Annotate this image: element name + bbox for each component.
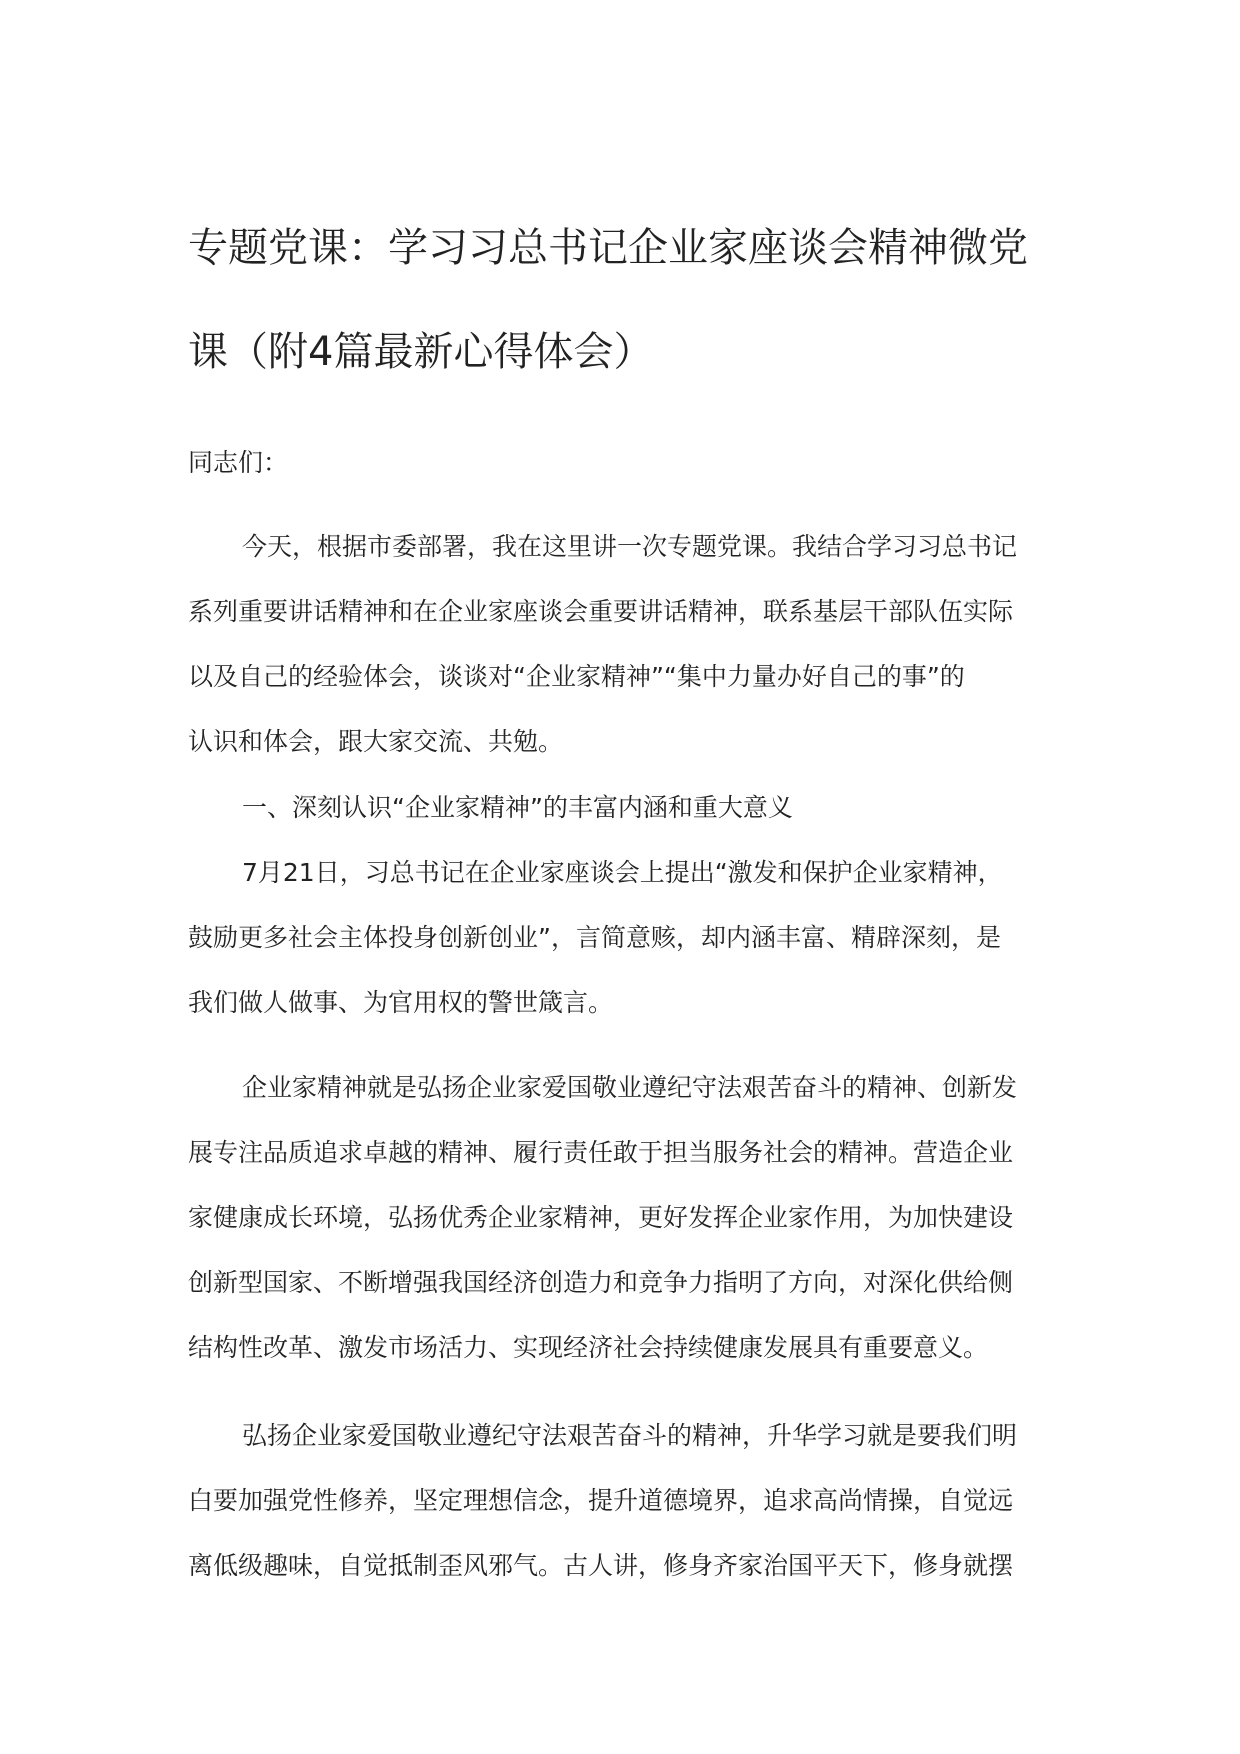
paragraph-line: 我们做人做事、为官用权的警世箴言。 (188, 988, 614, 1017)
paragraph-line: 结构性改革、激发市场活力、实现经济社会持续健康发展具有重要意义。 (188, 1333, 989, 1362)
paragraph-speech (188, 840, 1060, 1035)
paragraph-line: 以及自己的经验体会，谈谈对“企业家精神”“集中力量办好自己的事”的 (188, 662, 965, 691)
paragraph-intro (188, 514, 1060, 774)
salutation (188, 430, 1060, 495)
paragraph-line: 企业家精神就是弘扬企业家爱国敬业遵纪守法艰苦奋斗的精神、创新发 (242, 1073, 1018, 1102)
document-title (188, 196, 1060, 404)
paragraph-line: 7月21日，习总书记在企业家座谈会上提出“激发和保护企业家精神， (242, 858, 1003, 887)
section-heading (188, 775, 1060, 840)
paragraph-line: 白要加强党性修养，坚定理想信念，提升道德境界，追求高尚情操，自觉远 (188, 1486, 1014, 1515)
paragraph-line: 认识和体会，跟大家交流、共勉。 (188, 727, 564, 756)
paragraph-line: 弘扬企业家爱国敬业遵纪守法艰苦奋斗的精神，升华学习就是要我们明 (242, 1421, 1018, 1450)
paragraph-line: 今天，根据市委部署，我在这里讲一次专题党课。我结合学习习总书记 (242, 532, 1018, 561)
paragraph-line: 创新型国家、不断增强我国经济创造力和竞争力指明了方向，对深化供给侧 (188, 1268, 1014, 1297)
salutation-text: 同志们： (188, 448, 289, 477)
paragraph-line: 家健康成长环境，弘扬优秀企业家精神，更好发挥企业家作用，为加快建设 (188, 1203, 1014, 1232)
paragraph-definition (188, 1055, 1060, 1380)
title-line: 专题党课：学习习总书记企业家座谈会精神微党 (188, 225, 1028, 271)
title-line: 课（附4篇最新心得体会） (188, 329, 654, 375)
paragraph-line: 鼓励更多社会主体投身创新创业”，言简意赅，却内涵丰富、精辟深刻，是 (188, 923, 1001, 952)
section-heading-text: 一、深刻认识“企业家精神”的丰富内涵和重大意义 (242, 793, 793, 822)
paragraph-line: 系列重要讲话精神和在企业家座谈会重要讲话精神，联系基层干部队伍实际 (188, 597, 1014, 626)
paragraph-line: 展专注品质追求卓越的精神、履行责任敢于担当服务社会的精神。营造企业 (188, 1138, 1014, 1167)
paragraph-line: 离低级趣味，自觉抵制歪风邪气。古人讲，修身齐家治国平天下，修身就摆 (188, 1551, 1014, 1580)
paragraph-cultivation (188, 1403, 1060, 1598)
